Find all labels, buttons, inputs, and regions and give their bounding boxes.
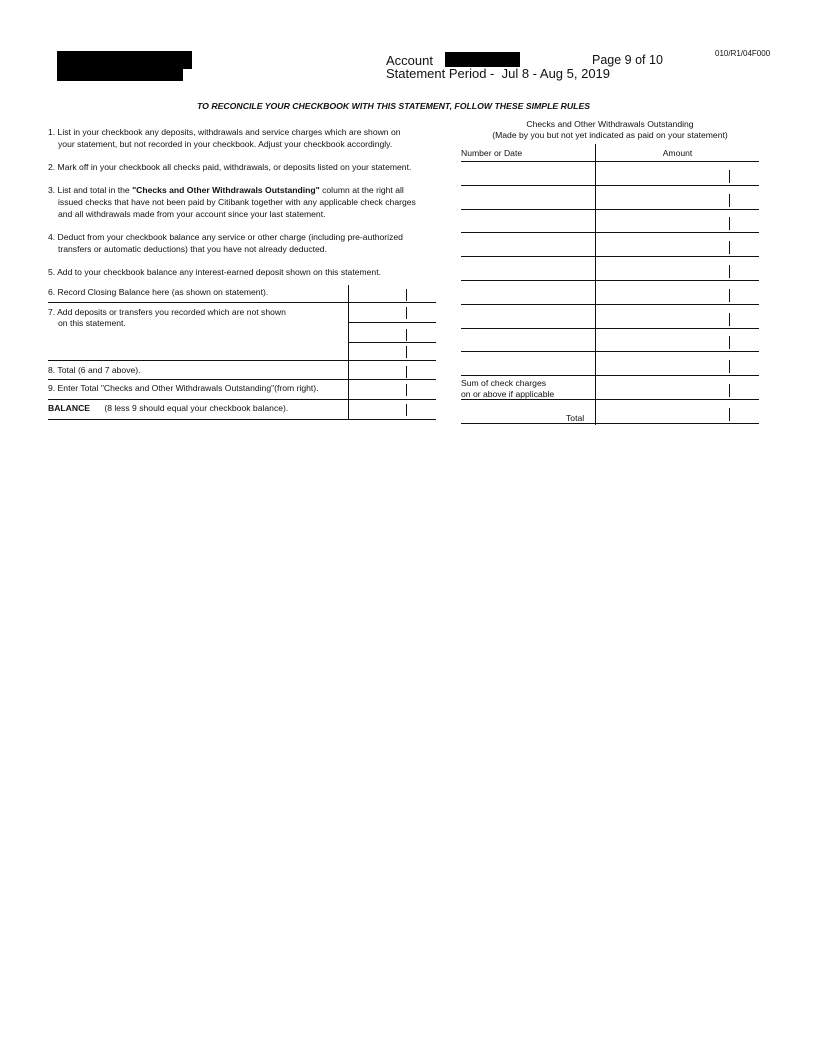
total-label: Total [566,413,585,423]
row-7b-rule [348,342,436,343]
rule-1-line-b: your statement, but not recorded in your checkbook. Adjust your checkbook accordingly. [58,139,393,149]
outstanding-amount-tick [729,360,730,373]
rule-3-line-a [48,185,404,195]
row-7-label-b: on this statement. [58,318,126,328]
outstanding-row-rule [461,375,759,376]
row-9-rule [48,399,436,400]
row-7-rule [48,360,436,361]
statement-period: Statement Period - Jul 8 - Aug 5, 2019 [386,66,611,81]
redacted-account-number [445,52,520,67]
row-7-label-a: 7. Add deposits or transfers you recorded which are not shown [48,307,286,317]
outstanding-amount-tick [729,408,730,421]
outstanding-amount-tick [729,217,730,230]
row-7a-rule [348,322,436,323]
redacted-address-block [57,67,183,81]
row-9-amount-tick [406,384,407,396]
row-8-rule [48,379,436,380]
row-9-label: 9. Enter Total "Checks and Other Withdrawals Outstanding"(from right). [48,383,319,393]
rule-3-line-c: and all withdrawals made from your account since your last statement. [58,209,326,219]
balance-label: BALANCE [48,403,91,413]
row-6-label: 6. Record Closing Balance here (as shown on statement). [48,287,269,297]
sum-charges-label-a: Sum of check charges [461,378,547,388]
outstanding-row-rule [461,232,759,233]
outstanding-amount-tick [729,289,730,302]
outstanding-amount-tick [729,170,730,183]
balance-row-label [48,403,288,413]
rule-2: 2. Mark off in your checkbook all checks paid, withdrawals, or deposits listed on your statement. [48,162,412,172]
sum-charges-label-b: on or above if applicable [461,389,555,399]
outstanding-row-rule [461,161,759,162]
form-code: 010/R1/04F000 [715,49,771,58]
outstanding-amount-tick [729,313,730,326]
outstanding-row-rule [461,351,759,352]
row-6-amount-tick [406,289,407,301]
balance-note: (8 less 9 should equal your checkbook balance). [104,403,289,413]
rule-1-line-a: 1. List in your checkbook any deposits, withdrawals and service charges which are shown on [48,127,401,137]
outstanding-row-rule [461,399,759,400]
row-7c-amount-tick [406,346,407,358]
outstanding-row-rule [461,304,759,305]
rule-5: 5. Add to your checkbook balance any interest-earned deposit shown on this statement. [48,267,381,277]
outstanding-row-rule [461,256,759,257]
col-amount-header: Amount [662,148,693,158]
rule-4-line-a: 4. Deduct from your checkbook balance any service or other charge (including pre-authorized [48,232,403,242]
outstanding-row-rule [461,280,759,281]
outstanding-amount-tick [729,265,730,278]
rule-4-line-b: transfers or automatic deductions) that you have not already deducted. [58,244,327,254]
rule-3-line-b: issued checks that have not been paid by Citibank together with any applicable check charges [58,197,416,207]
account-label: Account [386,53,433,68]
rule-3-bold: "Checks and Other Withdrawals Outstanding" [132,185,320,195]
rule-3-pre: 3. List and total in the [48,185,133,195]
right-table-divider [595,144,596,425]
page-title: TO RECONCILE YOUR CHECKBOOK WITH THIS STATEMENT, FOLLOW THESE SIMPLE RULES [197,101,591,111]
row-8-amount-tick [406,366,407,378]
outstanding-row-rule [461,328,759,329]
row-7a-amount-tick [406,307,407,319]
outstanding-amount-tick [729,384,730,397]
outstanding-amount-tick [729,241,730,254]
row-6-rule [48,302,436,303]
outstanding-title: Checks and Other Withdrawals Outstanding [526,119,694,129]
rule-3-post: column at the right all [319,185,404,195]
row-7b-amount-tick [406,329,407,341]
outstanding-row-rule [461,185,759,186]
outstanding-subtitle: (Made by you but not yet indicated as paid on your statement) [492,130,728,140]
outstanding-row-rule [461,423,759,424]
col-number-header: Number or Date [461,148,523,158]
page-number: Page 9 of 10 [592,53,663,67]
balance-spacer [90,403,104,413]
balance-rule [48,419,436,420]
outstanding-amount-tick [729,336,730,349]
balance-amount-tick [406,404,407,416]
outstanding-row-rule [461,209,759,210]
outstanding-amount-tick [729,194,730,207]
row-8-label: 8. Total (6 and 7 above). [48,365,141,375]
